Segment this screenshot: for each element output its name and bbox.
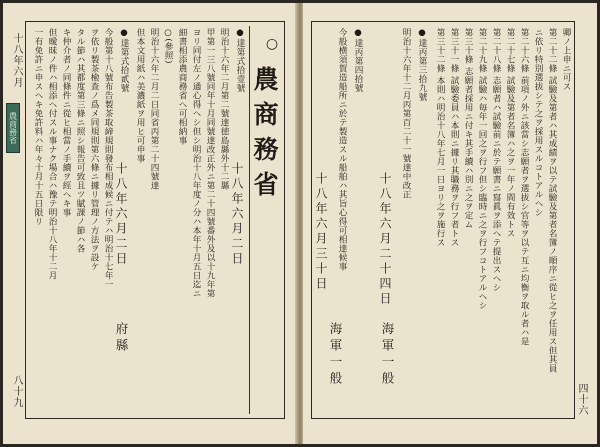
text-column: 但本文用紙ハ美濃紙ヲ用ヒ可申事 bbox=[135, 28, 145, 163]
text-column: キ仲介者ノ同條件ニ從ヒ相當ノ手續ヲ經ヘキ事 bbox=[61, 28, 71, 217]
page-number: 八十九 bbox=[11, 375, 22, 408]
text-column: 今般横須賀造船所ニ於テ製造スル船舶ハ其旨心得可相達候事 bbox=[337, 28, 347, 271]
open-book bbox=[3, 3, 597, 444]
ministry-heading: 農商務省 bbox=[250, 66, 279, 206]
text-column: 第二十六條 前項ノ外ニ該當シ志願者ヲ選拔シ官等ヲ以テ互ニ均衡ヲ取ル者ハ是 bbox=[519, 28, 529, 347]
text-column: 第二十二條 試驗及第者ハ其成績ヲ以テ試驗及第者名簿ノ順序ニ從ヒ之ヲ任用ス但其員 bbox=[547, 28, 557, 374]
text-column: ●達丙第三拾九號 bbox=[417, 28, 427, 102]
running-head: 十八年六月 bbox=[11, 33, 22, 88]
text-column: ●達第式拾壹號 bbox=[235, 28, 245, 93]
text-column: 第二十七條 試驗及第者名簿ハ之ヲ一年ノ間有效トス bbox=[505, 28, 515, 239]
signer: 海軍一般 bbox=[380, 322, 395, 388]
text-column: 但曖昧ノ件ハ相添ヘ付スル事ナク場合ハ豫テ明治十八年十二月 bbox=[47, 28, 57, 280]
text-column: 細書相添農商務省ヘ可相納事 bbox=[177, 28, 187, 145]
text-column: 甲第一三八號同年十月同號達改正外ニ第二十四號番外及以十九年第 bbox=[205, 28, 215, 298]
signer: 府縣 bbox=[114, 322, 129, 355]
section-tab[interactable] bbox=[6, 103, 20, 153]
text-column: ヨリ同付左ノ通心得ヘシ但シ明治十八年度ノ分ハ本年十月五日迄ニ bbox=[191, 28, 201, 298]
signer: 海軍一般 bbox=[328, 322, 343, 388]
text-column: 卿ノ上申ニ可ス bbox=[561, 28, 571, 91]
date: 十八年六月二日 bbox=[230, 162, 244, 267]
text-column: 一有免許ニ申スヘキ免許料ハ年々十月十五日限リ bbox=[33, 28, 43, 226]
right-page bbox=[303, 3, 597, 444]
date: 十八年六月二日 bbox=[114, 162, 128, 267]
text-column: ●達第式拾貳號 bbox=[119, 28, 129, 93]
text-column: 明治十六年二月二日同省丙第二十四號達 bbox=[149, 28, 159, 190]
text-frame bbox=[25, 21, 285, 419]
text-column: 第三十二條 本則ハ明治十八年七月一日ヨリ之ヲ施行ス bbox=[435, 28, 445, 248]
section-tab-label: 農商務省 bbox=[8, 112, 18, 144]
text-column: 明治十六年二月第二號達徳島縣外十二縣 bbox=[219, 28, 229, 190]
text-column: ニ依リ特別選拔シテ之ヲ採用スルコトアルヘシ bbox=[533, 28, 543, 217]
text-column: ●達丙第四拾號 bbox=[353, 28, 363, 93]
left-page bbox=[3, 3, 297, 444]
text-column: ヲ依リ製茶檢查ノ爲メ同規則第六條ニ據リ管理ノ方法ヲ設ケ bbox=[89, 28, 99, 271]
text-column: タル節ハ其都度第三條ニ照シ報告可致且ツ賦課ノ節ハ各 bbox=[75, 28, 85, 253]
text-column: 第二十九條 試驗ハ毎年一回之ヲ行フ但シ臨時ニ之ヲ行フコトアルヘシ bbox=[477, 28, 487, 311]
text-column: 今般第十八號布告製茶取締規則發布相成候ニ付テハ明治十七年一 bbox=[103, 28, 113, 289]
date: 十八年六月三十日 bbox=[314, 172, 328, 292]
heading-mark: ○ bbox=[264, 36, 280, 52]
text-column: 第三十條 志願者採用ニ付キ其手續ハ別ニ之ヲ定ム bbox=[463, 28, 473, 230]
text-column: 第二十八條 志願者ハ試驗前ニ於テ願書ニ寫眞ヲ添ヘテ提出スヘシ bbox=[491, 28, 501, 293]
text-column: ○(參照) bbox=[163, 28, 173, 64]
text-column: 明治十六年十二月丙第百二十一號達中改正 bbox=[401, 28, 411, 199]
text-frame bbox=[311, 21, 575, 419]
rule bbox=[249, 26, 250, 414]
page-number: 四十六 bbox=[576, 383, 587, 416]
date: 十八年六月二十四日 bbox=[378, 172, 392, 307]
text-column: 第三十一條 試驗委員ハ本則ニ據リ其職務ヲ行フ者トス bbox=[449, 28, 459, 248]
